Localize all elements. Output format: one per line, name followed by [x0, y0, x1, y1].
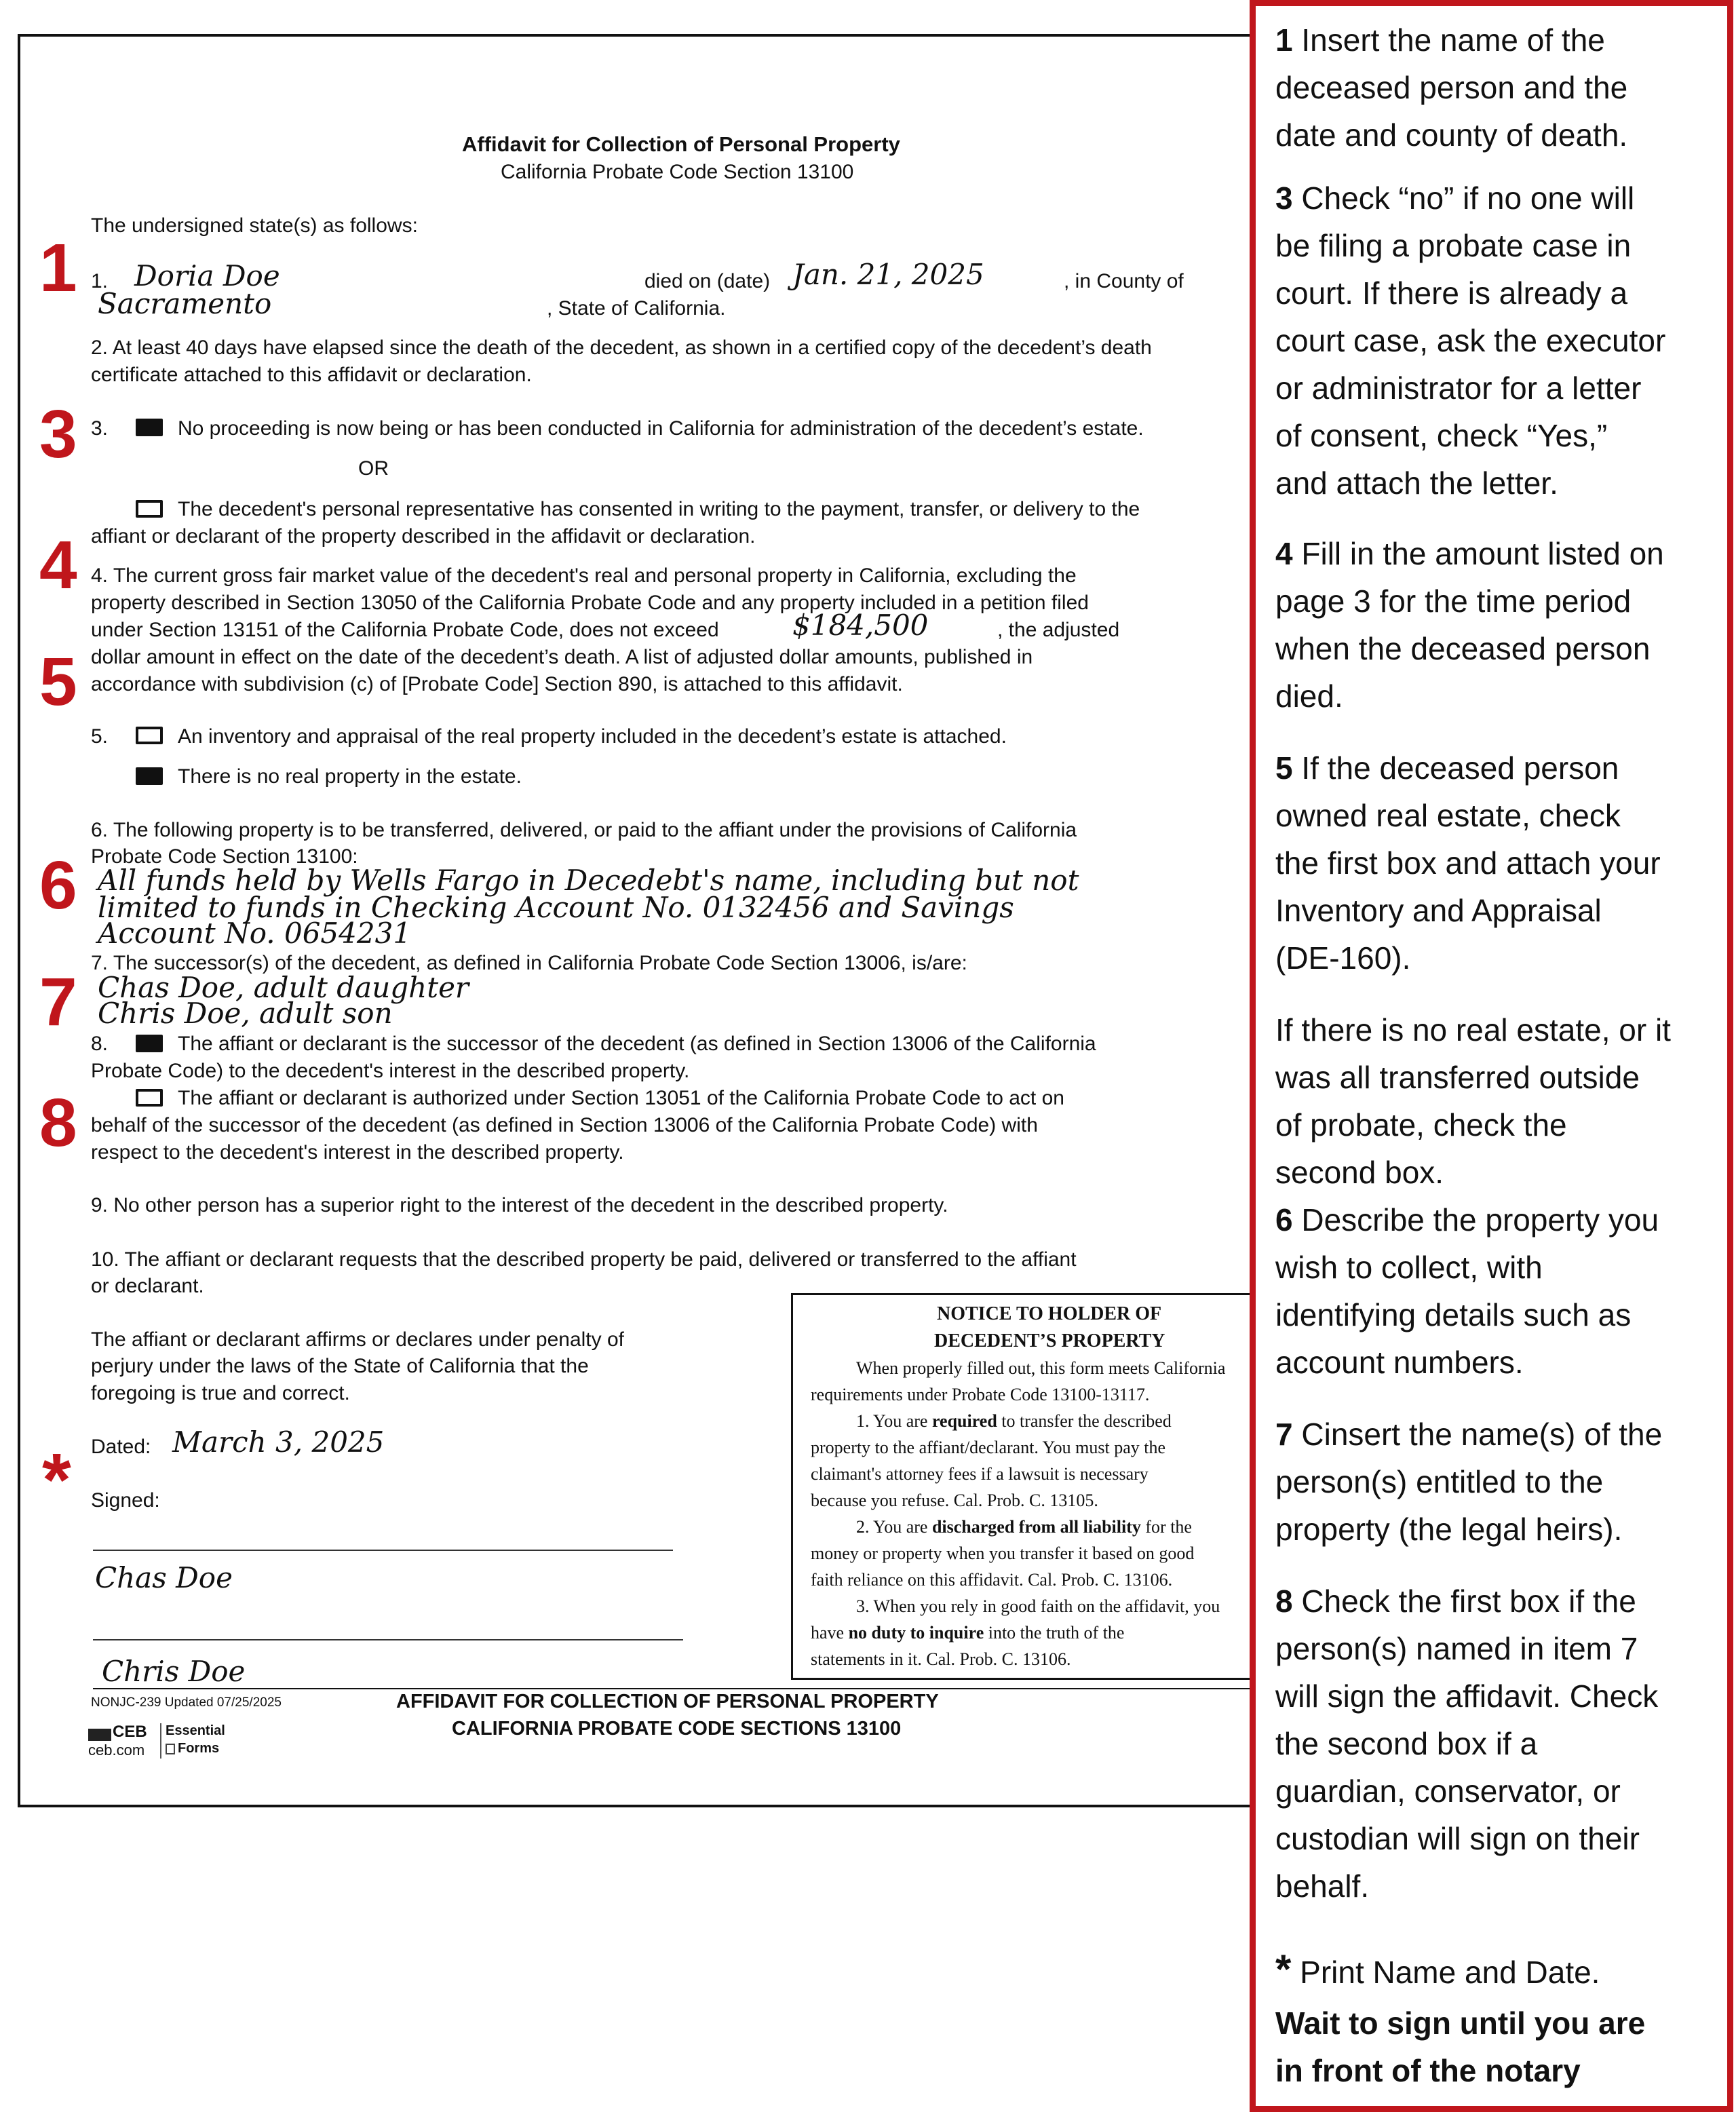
- county-label: , in County of: [1064, 270, 1184, 292]
- instruction-5-line3: the first box and attach your: [1275, 845, 1661, 881]
- form-code: NONJC-239 Updated 07/25/2025: [91, 1695, 282, 1710]
- item3-option2-line2: affiant or declarant of the property described in the affidavit or declaration.: [91, 525, 756, 548]
- instruction-8-line6: custodian will sign on their: [1275, 1821, 1640, 1856]
- marker-star: *: [42, 1438, 71, 1522]
- instruction-star-line: * Print Name and Date.: [1275, 1946, 1600, 1992]
- item4-line2: property described in Section 13050 of the California Probate Code and any property included in a petition filed: [91, 592, 1089, 614]
- item3-option1: No proceeding is now being or has been conducted in California for administration of the decedent’s estate.: [178, 417, 1144, 440]
- intro-text: The undersigned state(s) as follows:: [91, 214, 418, 237]
- item8-option2-line3: respect to the decedent's interest in the described property.: [91, 1141, 624, 1164]
- instruction-7-line3: property (the legal heirs).: [1275, 1512, 1623, 1547]
- dated-field[interactable]: March 3, 2025: [172, 1425, 385, 1459]
- item3-or: OR: [358, 457, 389, 480]
- notice-l6: because you refuse. Cal. Prob. C. 13105.: [811, 1491, 1098, 1510]
- notice-l2: requirements under Probate Code 13100-13117.: [811, 1385, 1150, 1404]
- property-description-line1[interactable]: All funds held by Wells Fargo in Decedebt's name, including but not: [98, 864, 1079, 897]
- logo-essential: Essential: [166, 1723, 225, 1738]
- successor-line2[interactable]: Chris Doe, adult son: [98, 997, 393, 1030]
- item5-option2: There is no real property in the estate.: [178, 765, 522, 788]
- instruction-8-line5: guardian, conservator, or: [1275, 1773, 1621, 1809]
- instruction-8-line1: 8 Check the first box if the: [1275, 1583, 1636, 1619]
- instruction-1-line3: date and county of death.: [1275, 117, 1628, 153]
- instruction-8-line2: person(s) named in item 7: [1275, 1631, 1638, 1666]
- notice-l3: 1. You are required to transfer the described: [856, 1411, 1172, 1431]
- notice-box: [791, 1293, 1266, 1680]
- signature-line-1: [93, 1550, 673, 1551]
- date-of-death-field[interactable]: Jan. 21, 2025: [792, 258, 984, 291]
- state-label: , State of California.: [547, 297, 726, 320]
- instruction-3-line6: of consent, check “Yes,”: [1275, 418, 1608, 453]
- affirm-line3: foregoing is true and correct.: [91, 1382, 350, 1404]
- instruction-4-line2: page 3 for the time period: [1275, 583, 1632, 619]
- instruction-wait-line2: in front of the notary: [1275, 2053, 1581, 2088]
- ceb-logo-icon: [88, 1729, 111, 1741]
- footer-title-1: AFFIDAVIT FOR COLLECTION OF PERSONAL PROPERTY: [396, 1691, 939, 1712]
- item6-line2: Probate Code Section 13100:: [91, 845, 358, 868]
- item4-line3b: , the adjusted: [997, 619, 1120, 641]
- notice-l1: When properly filled out, this form meets California: [856, 1358, 1226, 1378]
- inventory-checkbox[interactable]: [136, 727, 163, 744]
- notice-l4: property to the affiant/declarant. You must pay the: [811, 1438, 1166, 1457]
- no-proceeding-checkbox[interactable]: [136, 419, 163, 436]
- instruction-3-line4: court case, ask the executor: [1275, 323, 1666, 358]
- item8-option1-line1: The affiant or declarant is the successor of the decedent (as defined in Section 13006 of the California: [178, 1033, 1096, 1055]
- item2-line1: 2. At least 40 days have elapsed since the death of the decedent, as shown in a certified copy of the decedent’s death: [91, 337, 1152, 359]
- item8-option1-line2: Probate Code) to the decedent's interest in the described property.: [91, 1060, 690, 1082]
- logo-forms: Forms: [178, 1741, 220, 1756]
- instruction-1-line2: deceased person and the: [1275, 70, 1628, 105]
- item9-text: 9. No other person has a superior right to the interest of the decedent in the described property.: [91, 1194, 948, 1216]
- instruction-6-line1: 6 Describe the property you: [1275, 1202, 1659, 1237]
- decedent-name-field[interactable]: Doria Doe: [134, 259, 280, 292]
- instruction-5b-line1: If there is no real estate, or it: [1275, 1012, 1671, 1048]
- item4-line4: dollar amount in effect on the date of the decedent’s death. A list of adjusted dollar amounts, published in: [91, 646, 1033, 668]
- signer2-name[interactable]: Chris Doe: [102, 1655, 246, 1688]
- logo-ceb: CEB: [113, 1723, 147, 1741]
- county-field[interactable]: Sacramento: [98, 287, 272, 320]
- instruction-4-line4: died.: [1275, 678, 1343, 714]
- marker-1: 1: [39, 230, 77, 306]
- affirm-line1: The affiant or declarant affirms or declares under penalty of: [91, 1328, 624, 1351]
- successor-line1[interactable]: Chas Doe, adult daughter: [98, 971, 469, 1004]
- affiant-authorized-checkbox[interactable]: [136, 1089, 163, 1107]
- notice-head1: NOTICE TO HOLDER OF: [937, 1303, 1162, 1324]
- notice-l8: money or property when you transfer it based on good: [811, 1543, 1195, 1563]
- forms-icon: [166, 1744, 175, 1754]
- item8-option2-line1: The affiant or declarant is authorized under Section 13051 of the California Probate Code to act on: [178, 1087, 1064, 1109]
- item4-line3a: under Section 13151 of the California Probate Code, does not exceed: [91, 619, 719, 641]
- signature-line-2: [93, 1639, 683, 1640]
- footer-title-2: CALIFORNIA PROBATE CODE SECTIONS 13100: [452, 1718, 902, 1740]
- item5-num: 5.: [91, 725, 109, 748]
- instruction-5-line4: Inventory and Appraisal: [1275, 893, 1602, 928]
- item4-line5: accordance with subdivision (c) of [Probate Code] Section 890, is attached to this affidavit.: [91, 673, 903, 695]
- item8-option2-line2: behalf of the successor of the decedent (as defined in Section 13006 of the California Probate Code) with: [91, 1114, 1038, 1136]
- notice-l12: statements in it. Cal. Prob. C. 13106.: [811, 1649, 1071, 1669]
- instruction-7-line1: 7 Cinsert the name(s) of the: [1275, 1417, 1663, 1452]
- notice-l5: claimant's attorney fees if a lawsuit is necessary: [811, 1464, 1149, 1484]
- instruction-5b-line4: second box.: [1275, 1155, 1444, 1190]
- marker-7: 7: [39, 964, 77, 1040]
- logo-divider: [160, 1723, 161, 1759]
- item3-num: 3.: [91, 417, 109, 440]
- instruction-8-line3: will sign the affidavit. Check: [1275, 1678, 1659, 1714]
- instruction-5b-line3: of probate, check the: [1275, 1107, 1567, 1143]
- instruction-wait-line1: Wait to sign until you are: [1275, 2005, 1646, 2041]
- instruction-3-line1: 3 Check “no” if no one will: [1275, 180, 1635, 216]
- instruction-3-line2: be filing a probate case in: [1275, 228, 1632, 263]
- signed-label: Signed:: [91, 1489, 160, 1512]
- instruction-8-line4: the second box if a: [1275, 1726, 1538, 1761]
- item1-num: 1.: [91, 270, 109, 292]
- instruction-6-line3: identifying details such as: [1275, 1297, 1632, 1332]
- notice-l11: have no duty to inquire into the truth of the: [811, 1623, 1125, 1643]
- died-on-label: died on (date): [644, 270, 771, 292]
- no-real-property-checkbox[interactable]: [136, 767, 163, 785]
- instruction-5b-line2: was all transferred outside: [1275, 1060, 1640, 1095]
- instruction-6-line2: wish to collect, with: [1275, 1250, 1543, 1285]
- item10-line1: 10. The affiant or declarant requests that the described property be paid, delivered or transferred to the affiant: [91, 1248, 1077, 1271]
- item4-line1: 4. The current gross fair market value of the decedent's real and personal property in California, excluding the: [91, 564, 1077, 587]
- item5-option1: An inventory and appraisal of the real property included in the decedent’s estate is attached.: [178, 725, 1007, 748]
- item3-option2-line1: The decedent's personal representative has consented in writing to the payment, transfer, or delivery to the: [178, 498, 1140, 520]
- instruction-1-line1: 1 Insert the name of the: [1275, 22, 1605, 58]
- marker-6: 6: [39, 847, 77, 923]
- instruction-3-line5: or administrator for a letter: [1275, 370, 1642, 406]
- instruction-7-line2: person(s) entitled to the: [1275, 1464, 1604, 1499]
- instruction-5-line1: 5 If the deceased person: [1275, 750, 1619, 786]
- marker-4: 4: [39, 527, 77, 603]
- item6-line1: 6. The following property is to be transferred, delivered, or paid to the affiant under the provisions of California: [91, 819, 1077, 841]
- logo-site: ceb.com: [88, 1742, 145, 1759]
- notice-head2: DECEDENT’S PROPERTY: [934, 1330, 1165, 1351]
- notice-l7: 2. You are discharged from all liability for the: [856, 1517, 1192, 1537]
- instruction-3-line7: and attach the letter.: [1275, 465, 1558, 501]
- form-title: Affidavit for Collection of Personal Property: [462, 132, 900, 156]
- affirm-line2: perjury under the laws of the State of California that the: [91, 1355, 589, 1377]
- instruction-4-line1: 4 Fill in the amount listed on: [1275, 536, 1664, 571]
- notice-l10: 3. When you rely in good faith on the affidavit, you: [856, 1596, 1220, 1616]
- instruction-6-line4: account numbers.: [1275, 1345, 1524, 1380]
- consent-checkbox[interactable]: [136, 500, 163, 518]
- instruction-3-line3: court. If there is already a: [1275, 275, 1628, 311]
- property-description-line3[interactable]: Account No. 0654231: [98, 917, 412, 950]
- marker-3: 3: [39, 396, 77, 472]
- item10-line2: or declarant.: [91, 1275, 204, 1297]
- instruction-4-line3: when the deceased person: [1275, 631, 1651, 666]
- dated-label: Dated:: [91, 1436, 151, 1458]
- property-description-line2[interactable]: limited to funds in Checking Account No. 0132456 and Savings: [98, 891, 1014, 924]
- item2-line2: certificate attached to this affidavit or declaration.: [91, 364, 532, 386]
- marker-5: 5: [39, 644, 77, 720]
- marker-8: 8: [39, 1085, 77, 1161]
- form-subtitle: California Probate Code Section 13100: [501, 161, 854, 183]
- item8-num: 8.: [91, 1033, 109, 1055]
- item7-line1: 7. The successor(s) of the decedent, as defined in California Probate Code Section 13006, is/are:: [91, 952, 967, 974]
- instruction-8-line7: behalf.: [1275, 1868, 1370, 1904]
- affiant-successor-checkbox[interactable]: [136, 1035, 163, 1052]
- instruction-5-line2: owned real estate, check: [1275, 798, 1621, 833]
- notice-l9: faith reliance on this affidavit. Cal. Prob. C. 13106.: [811, 1570, 1173, 1590]
- instruction-5-line5: (DE-160).: [1275, 940, 1411, 976]
- amount-field[interactable]: $184,500: [792, 609, 929, 642]
- signer1-name[interactable]: Chas Doe: [95, 1561, 233, 1594]
